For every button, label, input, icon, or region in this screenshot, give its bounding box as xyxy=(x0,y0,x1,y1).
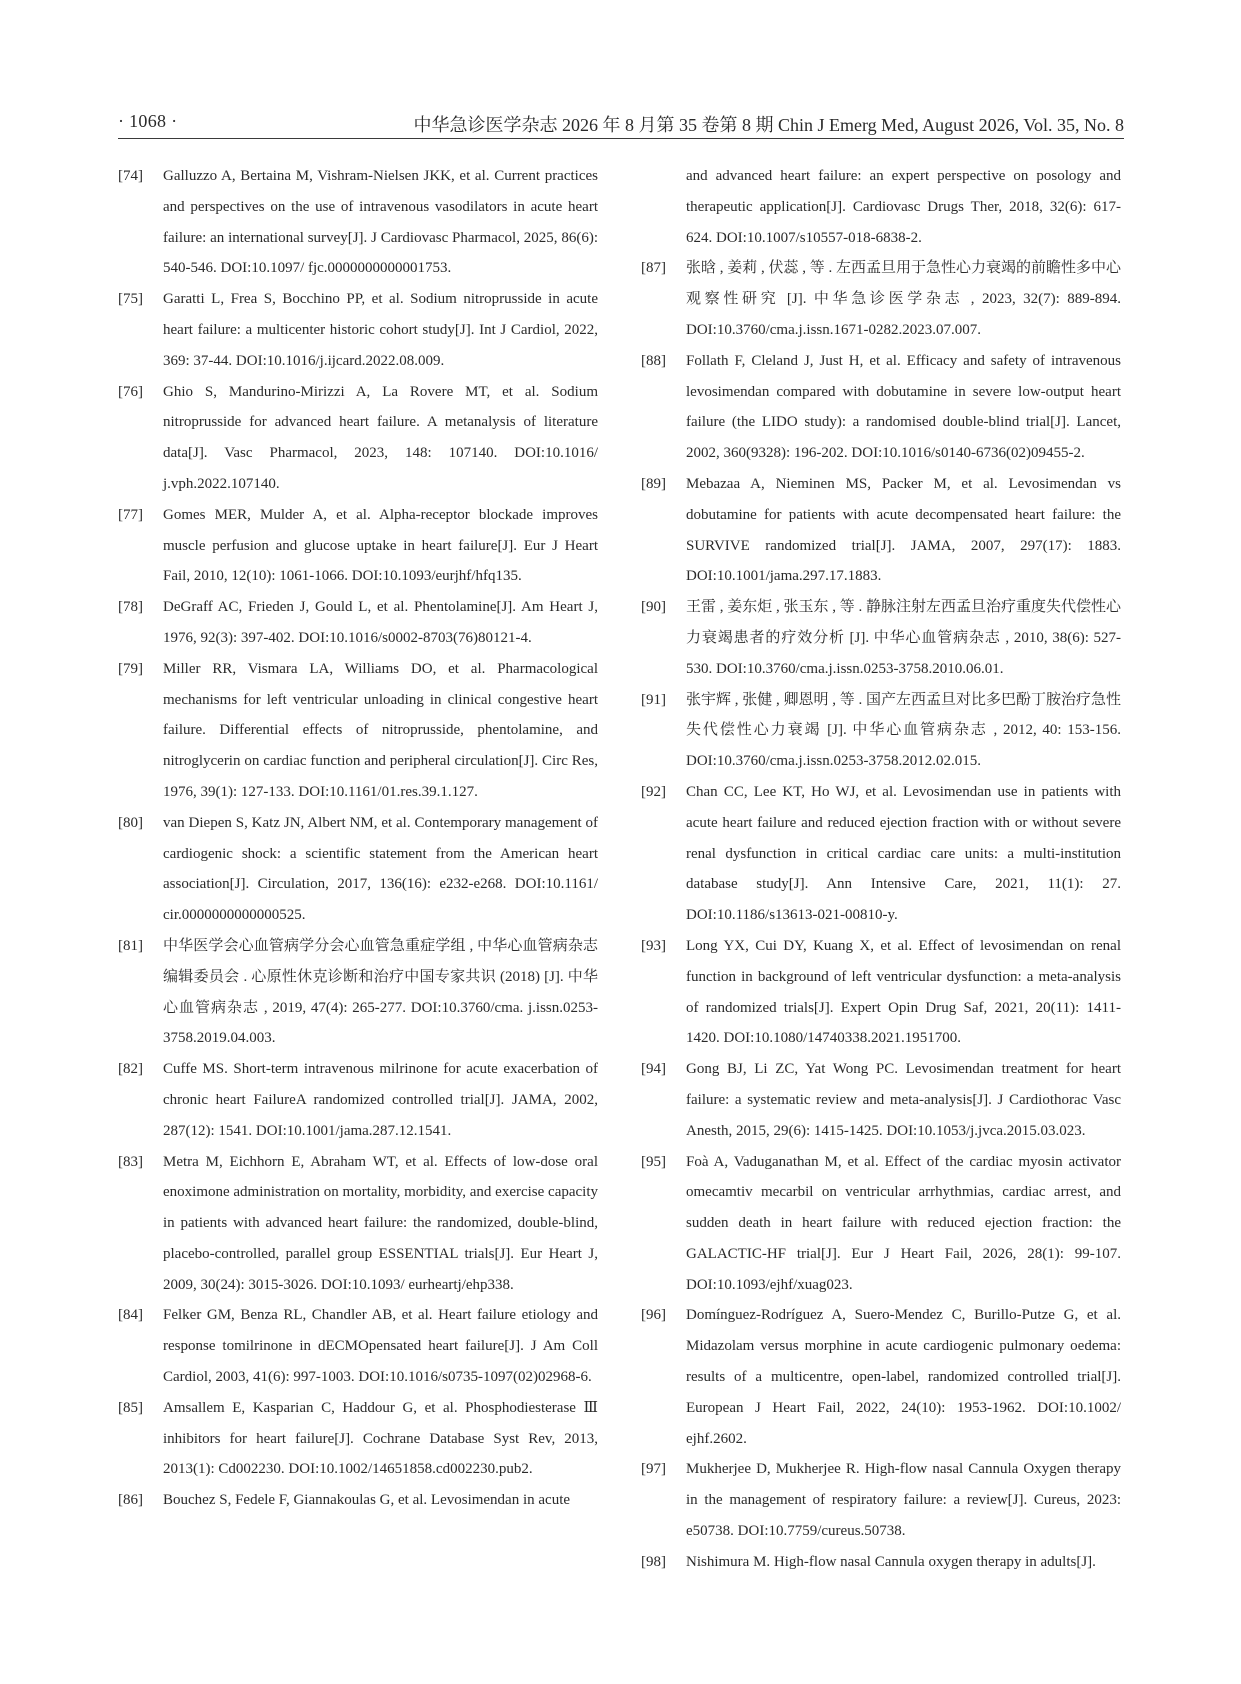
reference-text: Amsallem E, Kasparian C, Haddour G, et al. Phosphodiesterase Ⅲ inhibitors for heart failure[J]. Cochrane Database Syst Rev, 2013, 2013(1): Cd002230. DOI:10.1002/14651858.cd002230.pub2. xyxy=(163,1399,598,1478)
reference-entry xyxy=(118,1393,598,1485)
reference-entry xyxy=(118,1147,598,1301)
reference-text: Bouchez S, Fedele F, Giannakoulas G, et al. Levosimendan in acute xyxy=(163,1492,571,1509)
reference-entry xyxy=(641,685,1121,777)
reference-number: [87] xyxy=(641,260,666,277)
right-column-references xyxy=(641,161,1121,1578)
reference-text: 张宇辉 , 张健 , 卿恩明 , 等 . 国产左西孟旦对比多巴酚丁胺治疗急性失代偿性心力衰竭 [J]. 中华心血管病杂志 , 2012, 40: 153-156. DOI:10.3760/cma.j.issn.0253-3758.2012.02.015. xyxy=(686,691,1122,770)
reference-text: Mukherjee D, Mukherjee R. High-flow nasal Cannula Oxygen therapy in the management of respiratory failure: a review[J]. Cureus, 2023: e50738. DOI:10.7759/cureus.50738. xyxy=(686,1461,1121,1540)
reference-text: Nishimura M. High-flow nasal Cannula oxygen therapy in adults[J]. xyxy=(686,1553,1096,1570)
reference-entry xyxy=(641,1547,1121,1578)
reference-number: [95] xyxy=(641,1153,666,1170)
reference-number: [89] xyxy=(641,475,666,492)
reference-number: [94] xyxy=(641,1061,666,1078)
reference-entry xyxy=(118,931,598,1054)
reference-entry xyxy=(118,284,598,376)
reference-entry xyxy=(641,1454,1121,1546)
reference-number: [81] xyxy=(118,937,143,954)
reference-number: [84] xyxy=(118,1307,143,1324)
reference-text: Galluzzo A, Bertaina M, Vishram-Nielsen JKK, et al. Current practices and perspectives on the use of intravenous vasodilators in acute heart failure: an international survey[J]. J Cardiovasc Pharmacol, 2025, 86(6): 540-546. DOI:10.1097/ fjc.0000000000001753. xyxy=(163,168,598,277)
reference-entry xyxy=(118,1300,598,1392)
reference-entry xyxy=(118,1054,598,1146)
reference-text: 中华医学会心血管病学分会心血管急重症学组 , 中华心血管病杂志编辑委员会 . 心原性休克诊断和治疗中国专家共识 (2018) [J]. 中华心血管病杂志 , 2019, 47(4): 265-277. DOI:10.3760/cma. j.issn.0253-3758.2019.04.003. xyxy=(163,937,598,1047)
reference-number: [80] xyxy=(118,814,143,831)
reference-entry xyxy=(118,377,598,500)
reference-text: Gong BJ, Li ZC, Yat Wong PC. Levosimendan treatment for heart failure: a systematic review and meta-analysis[J]. J Cardiothorac Vasc Anesth, 2015, 29(6): 1415-1425. DOI:10.1053/j.jvca.2015.03.023. xyxy=(686,1061,1121,1139)
reference-text: Foà A, Vaduganathan M, et al. Effect of the cardiac myosin activator omecamtiv mecarbil on ventricular arrhythmias, cardiac arrest, and sudden death in heart failure with reduced ejection fraction: the GALACTIC-HF trial[J]. Eur J Heart Fail, 2026, 28(1): 99-107. DOI:10.1093/ejhf/xuag023. xyxy=(686,1153,1121,1293)
reference-entry xyxy=(118,592,598,654)
reference-entry xyxy=(118,1485,598,1516)
reference-continuation: and advanced heart failure: an expert perspective on posology and therapeutic application[J]. Cardiovasc Drugs Ther, 2018, 32(6): 617-624. DOI:10.1007/s10557-018-6838-2. xyxy=(686,168,1121,246)
reference-number: [74] xyxy=(118,168,143,184)
reference-text: Miller RR, Vismara LA, Williams DO, et al. Pharmacological mechanisms for left ventricular unloading in clinical congestive heart failure. Differential effects of nitroprusside, phentolamine, and nitroglycerin on cardiac function and peripheral circulation[J]. Circ Res, 1976, 39(1): 127-133. DOI:10.1161/01.res.39.1.127. xyxy=(163,660,598,800)
reference-entry xyxy=(641,777,1121,931)
reference-number: [98] xyxy=(641,1553,666,1570)
reference-number: [96] xyxy=(641,1307,666,1324)
reference-text: Chan CC, Lee KT, Ho WJ, et al. Levosimendan use in patients with acute heart failure and reduced ejection fraction with or without severe renal dysfunction in critical cardiac care units: a multi-institution database study[J]. Ann Intensive Care, 2021, 11(1): 27. DOI:10.1186/s13613-021-00810-y. xyxy=(686,783,1121,924)
reference-text: Ghio S, Mandurino-Mirizzi A, La Rovere MT, et al. Sodium nitroprusside for advanced heart failure. A metanalysis of literature data[J]. Vasc Pharmacol, 2023, 148: 107140. DOI:10.1016/ j.vph.2022.107140. xyxy=(163,383,598,492)
reference-text: 王雷 , 姜东炬 , 张玉东 , 等 . 静脉注射左西孟旦治疗重度失代偿性心力衰竭患者的疗效分析 [J]. 中华心血管病杂志 , 2010, 38(6): 527-530. DOI:10.3760/cma.j.issn.0253-3758.2010.06.01. xyxy=(686,599,1122,677)
reference-entry xyxy=(118,654,598,808)
reference-number: [88] xyxy=(641,352,666,369)
reference-number: [92] xyxy=(641,783,666,800)
reference-number: [83] xyxy=(118,1153,143,1170)
reference-number: [85] xyxy=(118,1399,143,1416)
reference-entry xyxy=(641,253,1121,345)
reference-number: [77] xyxy=(118,506,143,523)
reference-text: 张晗 , 姜莉 , 伏蕊 , 等 . 左西孟旦用于急性心力衰竭的前瞻性多中心观察性研究 [J]. 中华急诊医学杂志 , 2023, 32(7): 889-894. DOI:10.3760/cma.j.issn.1671-0282.2023.07.007. xyxy=(686,260,1122,338)
page-number: · 1068 · xyxy=(118,111,178,131)
reference-text: Felker GM, Benza RL, Chandler AB, et al. Heart failure etiology and response tomilrinone in dECMOpensated heart failure[J]. J Am Coll Cardiol, 2003, 41(6): 997-1003. DOI:10.1016/s0735-1097(02)02968-6. xyxy=(163,1307,598,1386)
reference-number: [86] xyxy=(118,1492,143,1509)
reference-entry xyxy=(641,592,1121,684)
reference-entry xyxy=(641,1300,1121,1454)
reference-text: DeGraff AC, Frieden J, Gould L, et al. Phentolamine[J]. Am Heart J, 1976, 92(3): 397-402. DOI:10.1016/s0002-8703(76)80121-4. xyxy=(163,599,598,646)
reference-entry xyxy=(641,469,1121,592)
reference-number: [97] xyxy=(641,1461,666,1478)
reference-entry xyxy=(641,931,1121,1054)
left-column-references xyxy=(118,161,598,1516)
reference-text: Cuffe MS. Short-term intravenous milrinone for acute exacerbation of chronic heart FailureA randomized controlled trial[J]. JAMA, 2002, 287(12): 1541. DOI:10.1001/jama.287.12.1541. xyxy=(163,1061,598,1139)
reference-text: Long YX, Cui DY, Kuang X, et al. Effect of levosimendan on renal function in background of left ventricular dysfunction: a meta-analysis of randomized trials[J]. Expert Opin Drug Saf, 2021, 20(11): 1411-1420. DOI:10.1080/14740338.2021.1951700. xyxy=(686,937,1121,1047)
journal-citation-line: 中华急诊医学杂志 2026 年 8 月第 35 卷第 8 期 Chin J Emerg Med, August 2026, Vol. 35, No. 8 xyxy=(413,115,1124,135)
reference-number: [90] xyxy=(641,599,666,616)
reference-text: Garatti L, Frea S, Bocchino PP, et al. Sodium nitroprusside in acute heart failure: a multicenter historic cohort study[J]. Int J Cardiol, 2022, 369: 37-44. DOI:10.1016/j.ijcard.2022.08.009. xyxy=(163,291,598,369)
reference-entry xyxy=(641,346,1121,469)
reference-number: [78] xyxy=(118,599,143,616)
reference-text: Mebazaa A, Nieminen MS, Packer M, et al. Levosimendan vs dobutamine for patients with acute decompensated heart failure: the SURVIVE randomized trial[J]. JAMA, 2007, 297(17): 1883. DOI:10.1001/jama.297.17.1883. xyxy=(686,475,1121,585)
reference-entry xyxy=(641,1054,1121,1146)
reference-entry xyxy=(641,1147,1121,1301)
reference-number: [76] xyxy=(118,383,143,400)
reference-number: [75] xyxy=(118,291,143,308)
reference-text: Domínguez-Rodríguez A, Suero-Mendez C, Burillo-Putze G, et al. Midazolam versus morphine in acute cardiogenic pulmonary oedema: results of a multicentre, open-label, randomized controlled trial[J]. European J Heart Fail, 2022, 24(10): 1953-1962. DOI:10.1002/ ejhf.2602. xyxy=(686,1307,1121,1447)
reference-text: Follath F, Cleland J, Just H, et al. Efficacy and safety of intravenous levosimendan compared with dobutamine in severe low-output heart failure (the LIDO study): a randomised double-blind trial[J]. Lancet, 2002, 360(9328): 196-202. DOI:10.1016/s0140-6736(02)09455-2. xyxy=(686,352,1121,462)
reference-text: van Diepen S, Katz JN, Albert NM, et al. Contemporary management of cardiogenic shock: a scientific statement from the American heart association[J]. Circulation, 2017, 136(16): e232-e268. DOI:10.1161/ cir.0000000000000525. xyxy=(163,814,598,924)
reference-text: Gomes MER, Mulder A, et al. Alpha-receptor blockade improves muscle perfusion and glucose uptake in heart failure[J]. Eur J Heart Fail, 2010, 12(10): 1061-1066. DOI:10.1093/eurjhf/hfq135. xyxy=(163,506,598,585)
reference-text: Metra M, Eichhorn E, Abraham WT, et al. Effects of low-dose oral enoximone administration on mortality, morbidity, and exercise capacity in patients with advanced heart failure: the randomized, double-blind, placebo-controlled, parallel group ESSENTIAL trials[J]. Eur Heart J, 2009, 30(24): 3015-3026. DOI:10.1093/ eurheartj/ehp338. xyxy=(163,1153,599,1293)
reference-number: [82] xyxy=(118,1061,143,1078)
reference-number: [91] xyxy=(641,691,666,708)
reference-entry xyxy=(118,161,598,284)
reference-number: [79] xyxy=(118,660,143,677)
reference-entry xyxy=(118,808,598,931)
reference-number: [93] xyxy=(641,937,666,954)
running-header xyxy=(118,108,1124,139)
reference-entry xyxy=(118,500,598,592)
